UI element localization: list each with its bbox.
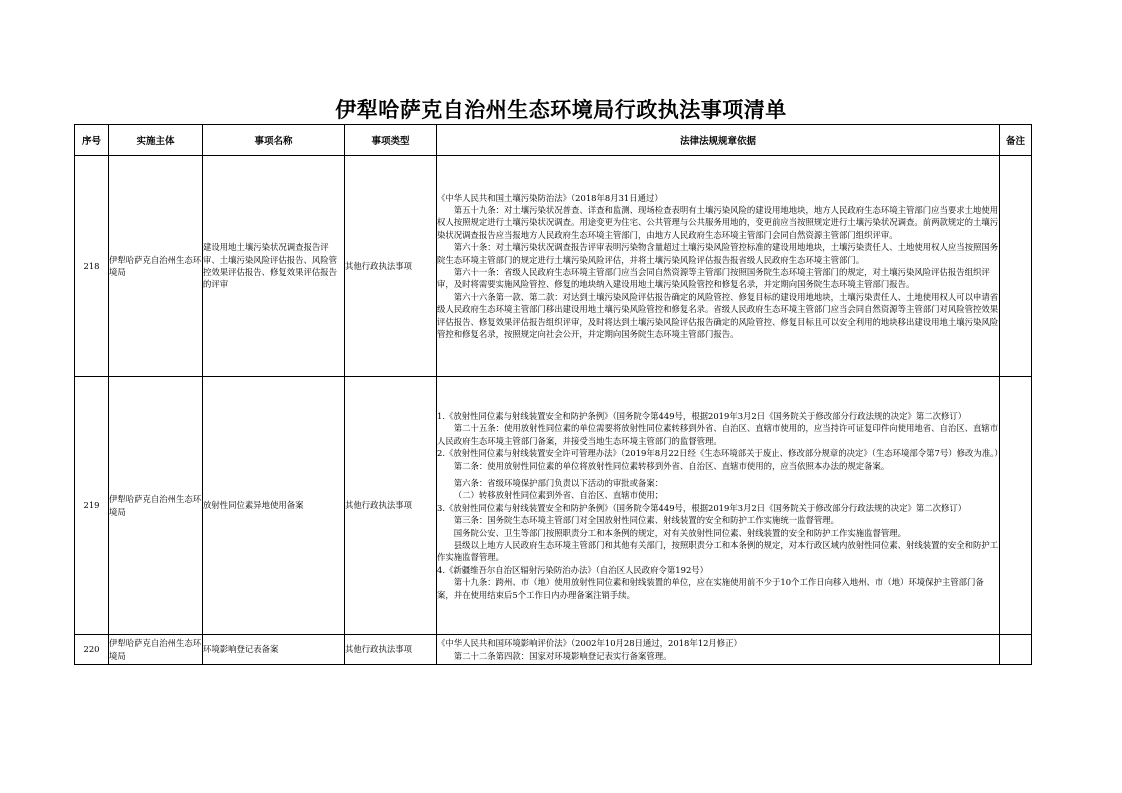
row-item-name: 放射性同位素异地使用备案 — [203, 377, 345, 635]
basis-paragraph: 第十九条：跨州、市（地）使用放射性同位素和射线装置的单位，应在实施使用前不少于10个工作日向移入地州、市（地）环境保护主管部门备案，并在使用结束后5个工作日内办理备案注销手续。 — [437, 577, 984, 600]
basis-paragraph: 《中华人民共和国环境影响评价法》（2002年10月28日通过，2018年12月修正） — [437, 638, 742, 649]
basis-paragraph: （二）转移放射性同位素到外省、自治区、直辖市使用； — [453, 490, 664, 501]
basis-paragraph: 第五十九条：对土壤污染状况普查、详查和监测、现场检查表明有土壤污染风险的建设用地地块，地方人民政府生态环境主管部门应当要求土地使用权人按照规定进行土壤污染状况调查。用途变更为住宅、公共管理与公共服务用地的，变更前应当按照规定进行土壤污染状况调查。前两款规定的土壤污染状况调查报告应当报地方人民政府生态环境主管部门，由地方人民政府生态环境主管部门会同自然资源主管部门组织评审。 — [437, 204, 999, 240]
row-no: 218 — [75, 156, 109, 377]
header-no: 序号 — [75, 125, 109, 156]
basis-paragraph: 《中华人民共和国土壤污染防治法》（2018年8月31日通过） — [437, 192, 663, 203]
basis-paragraph: 3.《放射性同位素与射线装置安全和防护条例》（国务院令第449号，根据2019年3月2日《国务院关于修改部分行政法规的决定》第二次修订） — [437, 502, 967, 513]
table-header-row — [75, 125, 1032, 156]
row-item-type: 其他行政执法事项 — [345, 635, 437, 665]
basis-paragraph: 县级以上地方人民政府生态环境主管部门和其他有关部门，按照职责分工和本条例的规定，对本行政区域内放射性同位素、射线装置的安全和防护工作实施监督管理。 — [437, 540, 999, 563]
basis-paragraph: 第三条：国务院生态环境主管部门对全国放射性同位素、射线装置的安全和防护工作实施统一监督管理。 — [453, 515, 840, 526]
basis-paragraph: 第六条：省级环境保护部门负责以下活动的审批或备案： — [453, 477, 664, 488]
header-note: 备注 — [1000, 125, 1032, 156]
table-row — [75, 635, 1032, 665]
row-legal-basis — [437, 635, 1000, 665]
enforcement-items-table — [74, 124, 1032, 665]
row-note — [1000, 377, 1032, 635]
row-item-name: 环境影响登记表备案 — [203, 635, 345, 665]
basis-paragraph: 4.《新疆维吾尔自治区辐射污染防治办法》（自治区人民政府令第192号） — [437, 564, 709, 575]
row-note — [1000, 156, 1032, 377]
row-item-type: 其他行政执法事项 — [345, 377, 437, 635]
basis-paragraph: 国务院公安、卫生等部门按照职责分工和本条例的规定，对有关放射性同位素、射线装置的安全和防护工作实施监督管理。 — [453, 527, 907, 538]
basis-paragraph: 第六十六条第一款、第二款：对达到土壤污染风险评估报告确定的风险管控、修复目标的建设用地地块，土壤污染责任人、土地使用权人可以申请省级人民政府生态环境主管部门移出建设用地土壤污染风险管控和修复名录。省级人民政府生态环境主管部门应当会同自然资源等主管部门对风险管控效果评估报告、修复效果评估报告组织评审，及时将达到土壤污染风险评估报告确定的风险管控、修复目标且可以安全利用的地块移出建设用地土壤污染风险管控和修复名录，按照规定向社会公开，并定期向国务院生态环境主管部门报告。 — [437, 291, 999, 340]
row-subject: 伊犁哈萨克自治州生态环境局 — [109, 377, 203, 635]
basis-paragraph: 第二十五条：使用放射性同位素的单位需要将放射性同位素转移到外省、自治区、直辖市使用的，应当持许可证复印件向使用地省、自治区、直辖市人民政府生态环境主管部门备案，并接受当地生态环境主管部门的监督管理。 — [437, 423, 999, 446]
basis-paragraph: 第六十条：对土壤污染状况调查报告评审表明污染物含量超过土壤污染风险管控标准的建设用地地块，土壤污染责任人、土地使用权人应当按照国务院生态环境主管部门的规定进行土壤污染风险评估，并将土壤污染风险评估报告报省级人民政府生态环境主管部门。 — [437, 242, 999, 265]
header-subject: 实施主体 — [109, 125, 203, 156]
basis-paragraph: 第二十二条第四款：国家对环境影响登记表实行备案管理。 — [453, 650, 672, 661]
row-subject: 伊犁哈萨克自治州生态环境局 — [109, 156, 203, 377]
table-row — [75, 377, 1032, 635]
header-type: 事项类型 — [345, 125, 437, 156]
row-item-type: 其他行政执法事项 — [345, 156, 437, 377]
header-name: 事项名称 — [203, 125, 345, 156]
row-no: 220 — [75, 635, 109, 665]
row-note — [1000, 635, 1032, 665]
basis-paragraph: 1.《放射性同位素与射线装置安全和防护条例》（国务院令第449号，根据2019年3月2日《国务院关于修改部分行政法规的决定》第二次修订） — [437, 410, 967, 421]
row-subject: 伊犁哈萨克自治州生态环境局 — [109, 635, 203, 665]
basis-paragraph: 2.《放射性同位素与射线装置安全许可管理办法》（2019年8月22日经《生态环境部关于废止、修改部分规章的决定》（生态环境部令第7号）修改为准。） — [437, 448, 1003, 459]
table-row — [75, 156, 1032, 377]
basis-paragraph: 第六十一条：省级人民政府生态环境主管部门应当会同自然资源等主管部门按照国务院生态环境主管部门的规定，对土壤污染风险评估报告组织评审，及时将需要实施风险管控、修复的地块纳入建设用地土壤污染风险管控和修复名录，并定期向国务院生态环境主管部门报告。 — [437, 267, 990, 290]
row-item-name: 建设用地土壤污染状况调查报告评审、土壤污染风险评估报告、风险管控效果评估报告、修复效果评估报告的评审 — [203, 156, 345, 377]
basis-paragraph: 第二条：使用放射性同位素的单位将放射性同位素转移到外省、自治区、直辖市使用的，应当依照本办法的规定备案。 — [453, 460, 890, 471]
row-legal-basis — [437, 377, 1003, 635]
header-basis: 法律法规规章依据 — [437, 125, 1000, 156]
page-title: 伊犁哈萨克自治州生态环境局行政执法事项清单 — [335, 97, 787, 122]
row-no: 219 — [75, 377, 109, 635]
row-legal-basis — [437, 156, 1000, 377]
